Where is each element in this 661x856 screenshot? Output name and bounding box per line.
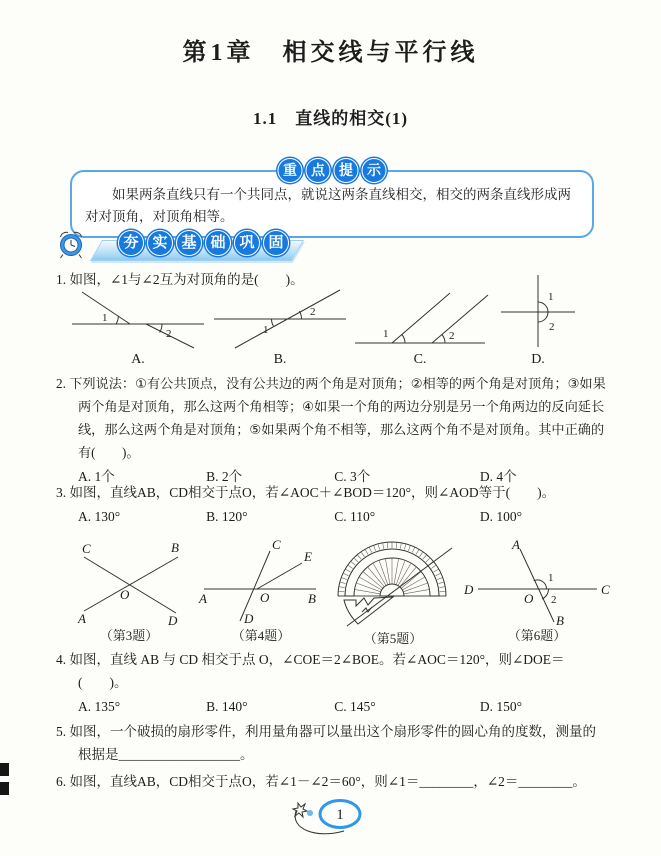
option-a: A. 1个 bbox=[78, 469, 115, 484]
option-d: D. 100° bbox=[479, 509, 523, 524]
question-4-options bbox=[56, 695, 608, 718]
badge-char: 示 bbox=[362, 158, 387, 183]
svg-text:D: D bbox=[168, 613, 178, 625]
svg-text:D: D bbox=[244, 611, 254, 625]
question-3-stem: 3. 如图，直线AB，CD相交于点O，若∠AOC＋∠BOD＝120°，则∠AOD等于( )。 bbox=[56, 485, 556, 500]
svg-text:B: B bbox=[308, 591, 316, 606]
svg-text:1: 1 bbox=[263, 324, 269, 336]
figure-4-caption: （第4题） bbox=[231, 628, 291, 643]
svg-text:2: 2 bbox=[551, 594, 557, 606]
question-4-stem: 4. 如图，直线 AB 与 CD 相交于点 O，∠COE＝2∠BOE。若∠AOC＝120°，则∠DOE＝ bbox=[56, 652, 565, 667]
question-4-stem-line2: ( )。 bbox=[78, 675, 128, 690]
svg-text:A: A bbox=[78, 611, 86, 625]
option-c: C. 3个 bbox=[334, 469, 371, 484]
option-c: C. 145° bbox=[334, 699, 376, 714]
banner-char: 实 bbox=[147, 230, 173, 256]
question-4 bbox=[56, 648, 608, 718]
svg-text:O: O bbox=[524, 591, 534, 606]
svg-text:D: D bbox=[464, 582, 474, 597]
option-a: A. 130° bbox=[78, 509, 121, 524]
option-b: B. 2个 bbox=[206, 469, 243, 484]
svg-text:B: B bbox=[556, 613, 564, 625]
svg-text:2: 2 bbox=[310, 306, 316, 318]
figure-question-6 bbox=[462, 537, 612, 644]
choice-label-a: A. bbox=[131, 352, 145, 367]
question-6 bbox=[56, 770, 608, 793]
option-b: B. 120° bbox=[206, 509, 248, 524]
alarm-clock-icon bbox=[56, 228, 86, 260]
banner-char: 基 bbox=[176, 230, 202, 256]
figure-3-caption: （第3题） bbox=[99, 628, 159, 643]
svg-text:O: O bbox=[120, 587, 130, 602]
svg-text:2: 2 bbox=[166, 328, 172, 340]
choice-label-d: D. bbox=[531, 352, 545, 367]
figure-question-5 bbox=[322, 534, 464, 647]
question-5 bbox=[56, 720, 608, 766]
figure-q1-option-a bbox=[66, 284, 210, 368]
section-title: 1.1 直线的相交(1) bbox=[252, 109, 409, 128]
question-6-stem: 6. 如图，直线AB，CD相交于点O，若∠1－∠2＝60°，则∠1＝________，∠2＝________。 bbox=[56, 774, 586, 789]
svg-text:O: O bbox=[260, 590, 270, 605]
svg-text:E: E bbox=[304, 549, 312, 564]
binding-mark bbox=[0, 782, 9, 795]
question-3 bbox=[56, 481, 608, 528]
choice-label-b: B. bbox=[273, 352, 287, 367]
svg-text:2: 2 bbox=[549, 321, 555, 333]
figure-q1-option-b bbox=[208, 284, 352, 368]
svg-text:2: 2 bbox=[449, 330, 455, 342]
option-c: C. 110° bbox=[334, 509, 376, 524]
figure-5-caption: （第5题） bbox=[363, 631, 423, 646]
badge-char: 点 bbox=[306, 158, 331, 183]
figure-q1-option-d bbox=[492, 272, 584, 368]
banner-char: 夯 bbox=[118, 230, 144, 256]
figure-q1-option-c bbox=[350, 281, 490, 368]
banner-char: 巩 bbox=[234, 230, 260, 256]
banner-char: 础 bbox=[205, 230, 231, 256]
figure-6-caption: （第6题） bbox=[507, 628, 567, 643]
figure-question-4 bbox=[196, 537, 326, 644]
svg-text:1: 1 bbox=[102, 312, 108, 324]
question-2 bbox=[56, 372, 608, 488]
binding-mark bbox=[0, 763, 9, 776]
chapter-title: 第1章 相交线与平行线 bbox=[182, 40, 479, 66]
svg-text:1: 1 bbox=[336, 807, 344, 823]
svg-text:A: A bbox=[512, 537, 520, 552]
banner-char: 固 bbox=[263, 230, 289, 256]
svg-text:C: C bbox=[601, 582, 610, 597]
svg-text:C: C bbox=[272, 537, 281, 552]
choice-label-c: C. bbox=[413, 352, 427, 367]
svg-text:1: 1 bbox=[548, 291, 554, 303]
question-1-stem: 1. 如图，∠1与∠2互为对顶角的是( )。 bbox=[56, 272, 304, 287]
svg-text:C: C bbox=[82, 541, 91, 556]
option-d: D. 150° bbox=[479, 699, 523, 714]
svg-text:1: 1 bbox=[548, 572, 554, 584]
option-d: D. 4个 bbox=[479, 469, 517, 484]
banner-title bbox=[118, 230, 289, 256]
option-b: B. 140° bbox=[206, 699, 248, 714]
figure-question-3 bbox=[68, 537, 190, 644]
badge-char: 重 bbox=[278, 158, 303, 183]
option-a: A. 135° bbox=[78, 699, 121, 714]
key-point-badge bbox=[278, 158, 387, 183]
svg-text:B: B bbox=[171, 540, 179, 555]
hint-text: 如果两条直线只有一个共同点，就说这两条直线相交，相交的两条直线形成两对对顶角，对顶角相等。 bbox=[85, 187, 571, 224]
svg-text:1: 1 bbox=[383, 328, 389, 340]
key-point-hint-box bbox=[70, 158, 594, 238]
page-number-badge bbox=[282, 793, 382, 841]
badge-char: 提 bbox=[334, 158, 359, 183]
svg-text:A: A bbox=[199, 591, 207, 606]
question-2-stem: 2. 下列说法：①有公共顶点，没有公共边的两个角是对顶角；②相等的两个角是对顶角；③如果两个角是对顶角，那么这两个角相等；④如果一个角的两边分别是另一个角两边的反向延长线，那么这两个角是对顶角；⑤如果两个角不相等，那么这两个角不是对顶角。其中正确的有( )。 bbox=[56, 376, 606, 460]
question-5-stem: 5. 如图，一个破损的扇形零件，利用量角器可以量出这个扇形零件的圆心角的度数，测量的根据是__________________。 bbox=[56, 724, 596, 762]
question-3-options bbox=[56, 505, 608, 528]
